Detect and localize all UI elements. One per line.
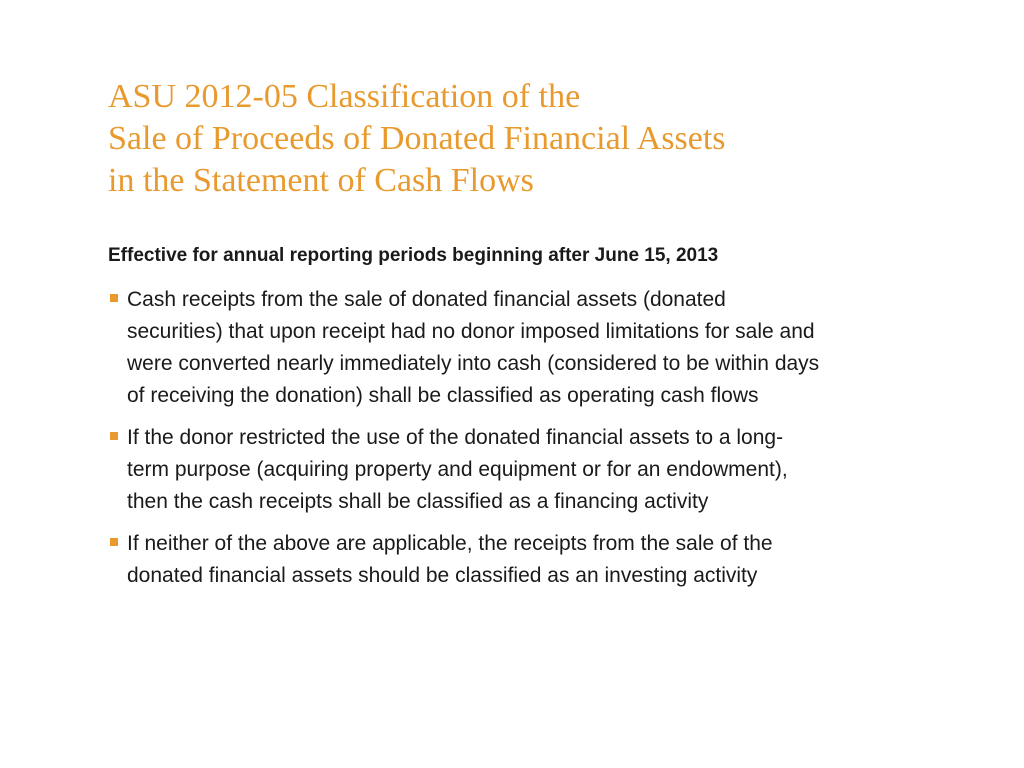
bullet-line: If the donor restricted the use of the donated financial assets to a long- [127,426,784,449]
bullet-line: of receiving the donation) shall be classified as operating cash flows [127,384,759,407]
title-line: Sale of Proceeds of Donated Financial Assets [108,120,726,157]
bullet-list [108,284,978,602]
square-bullet-icon [110,538,118,546]
bullet-text [127,528,978,592]
bullet-line: donated financial assets should be classified as an investing activity [127,564,758,587]
title-line: in the Statement of Cash Flows [108,162,534,199]
bullet-line: If neither of the above are applicable, the receipts from the sale of the [127,532,773,555]
square-bullet-icon [110,294,118,302]
square-bullet-icon [110,432,118,440]
effective-date-subheading: Effective for annual reporting periods beginning after June 15, 2013 [108,245,719,266]
bullet-item-investing [108,528,978,592]
title-line: ASU 2012-05 Classification of the [108,78,581,115]
bullet-line: Cash receipts from the sale of donated financial assets (donated [127,288,726,311]
bullet-item-financing [108,422,978,518]
bullet-line: were converted nearly immediately into cash (considered to be within days [127,352,820,375]
bullet-line: securities) that upon receipt had no donor imposed limitations for sale and [127,320,815,343]
bullet-text [127,422,978,518]
bullet-item-operating [108,284,978,412]
slide-title [108,76,988,202]
bullet-text [127,284,978,412]
bullet-line: term purpose (acquiring property and equipment or for an endowment), [127,458,788,481]
bullet-line: then the cash receipts shall be classified as a financing activity [127,490,709,513]
